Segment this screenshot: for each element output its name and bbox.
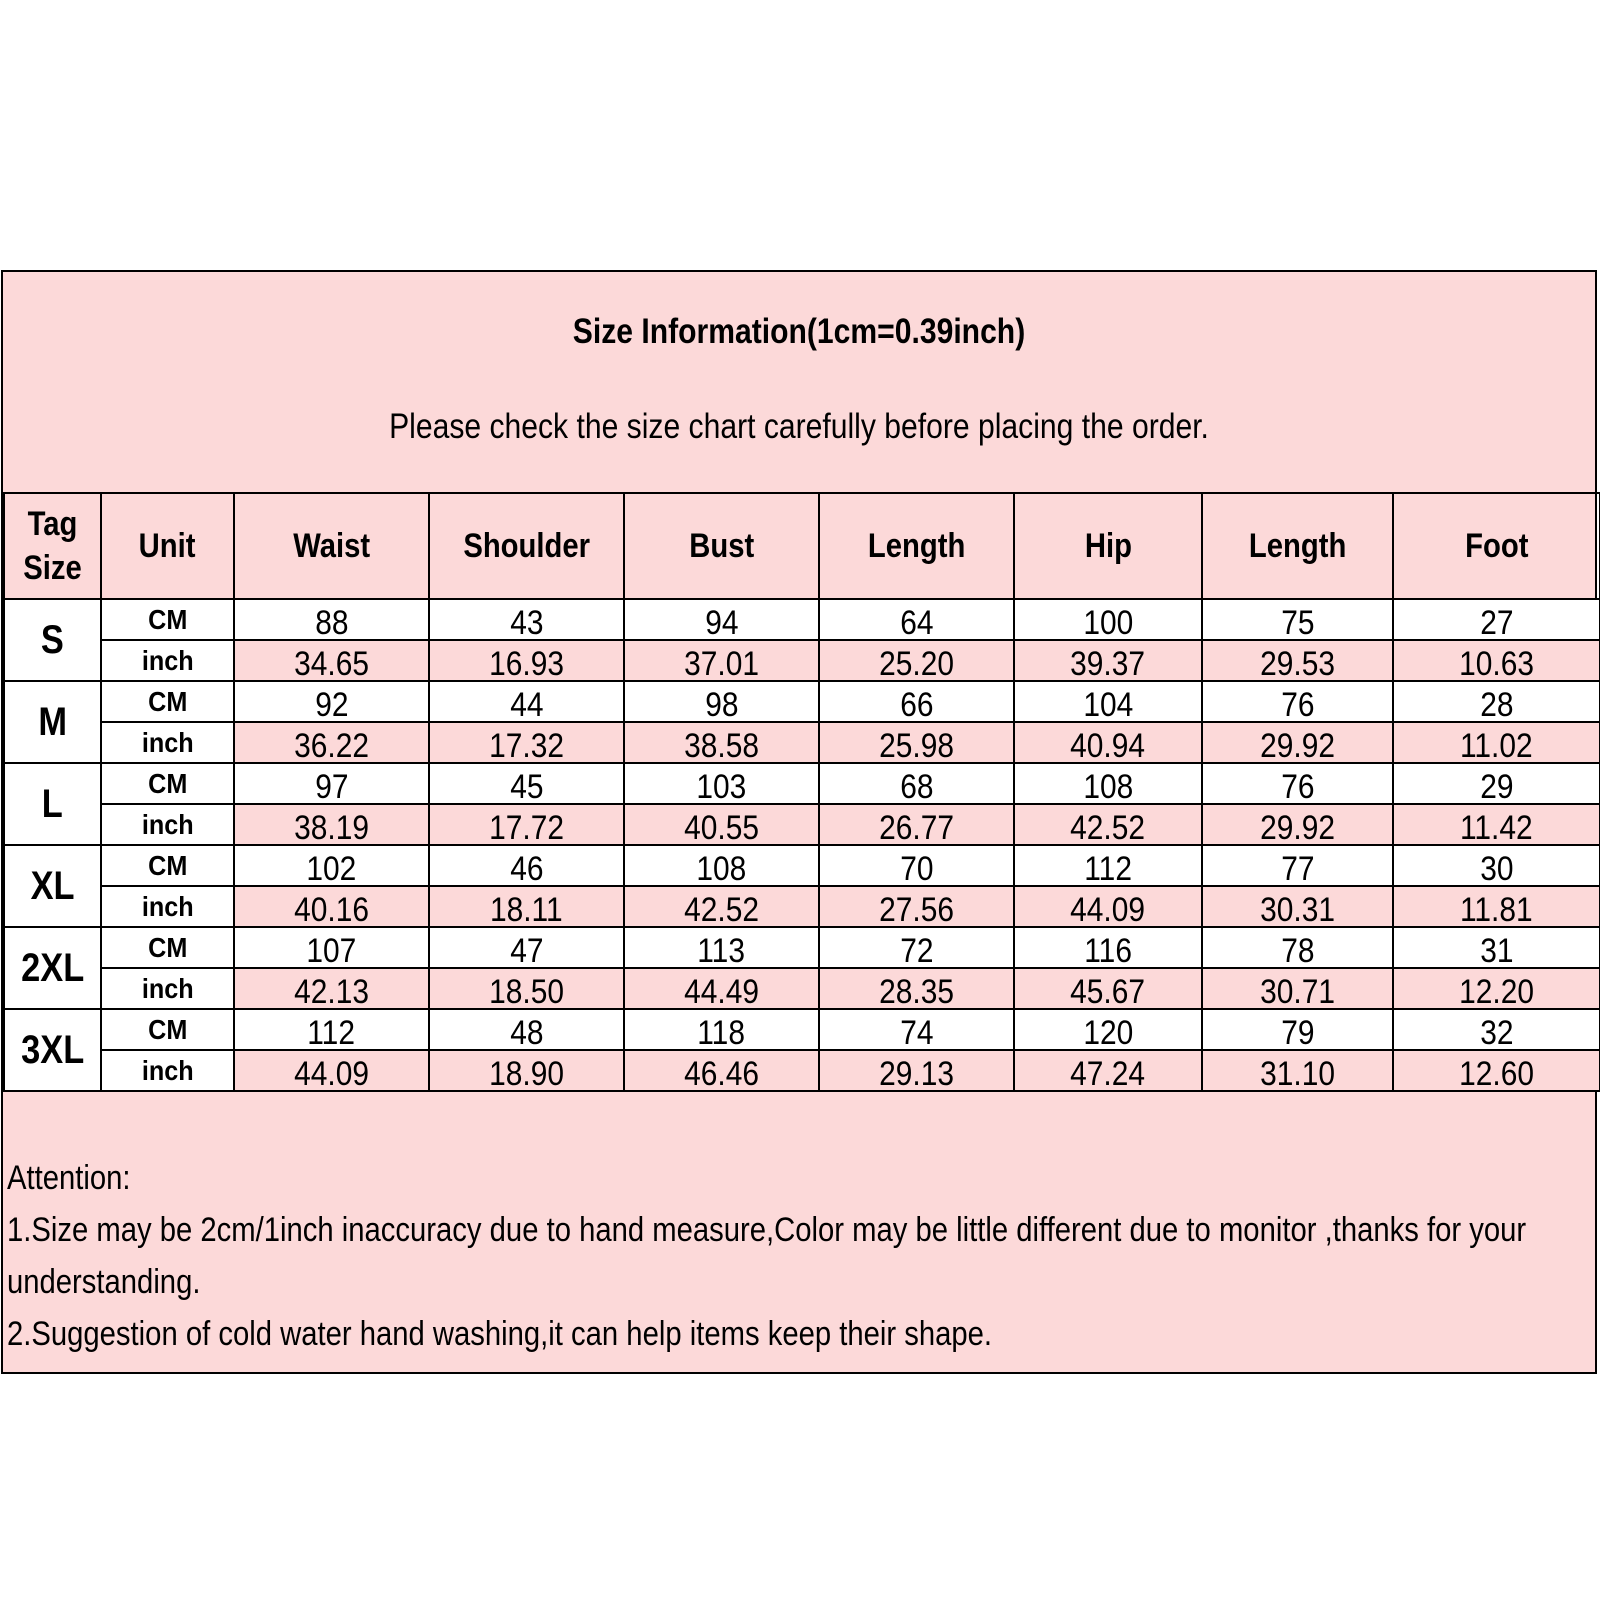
measurement-cell: 36.22 <box>234 722 429 763</box>
unit-cell: inch <box>101 804 234 845</box>
table-row <box>4 804 1600 845</box>
measurement-cell: 118 <box>624 1009 819 1050</box>
measurement-cell: 12.20 <box>1393 968 1600 1009</box>
measurement-cell: 44.09 <box>1014 886 1202 927</box>
chart-subtitle: Please check the size chart carefully before placing the order. <box>389 407 1209 446</box>
measurement-cell: 30 <box>1393 845 1600 886</box>
table-row <box>4 845 1600 886</box>
measurement-cell: 38.19 <box>234 804 429 845</box>
measurement-cell: 66 <box>819 681 1014 722</box>
measurement-cell: 40.16 <box>234 886 429 927</box>
measurement-cell: 29 <box>1393 763 1600 804</box>
measurement-cell: 32 <box>1393 1009 1600 1050</box>
measurement-cell: 25.20 <box>819 640 1014 681</box>
measurement-cell: 48 <box>429 1009 624 1050</box>
table-row <box>4 640 1600 681</box>
measurement-cell: 42.52 <box>624 886 819 927</box>
measurement-cell: 74 <box>819 1009 1014 1050</box>
measurement-cell: 108 <box>624 845 819 886</box>
measurement-cell: 108 <box>1014 763 1202 804</box>
table-row <box>4 681 1600 722</box>
measurement-cell: 37.01 <box>624 640 819 681</box>
measurement-cell: 102 <box>234 845 429 886</box>
table-row <box>4 968 1600 1009</box>
measurement-cell: 88 <box>234 599 429 640</box>
unit-cell: CM <box>101 681 234 722</box>
tag-size-cell: 2XL <box>4 927 101 1009</box>
measurement-cell: 26.77 <box>819 804 1014 845</box>
measurement-cell: 29.53 <box>1202 640 1393 681</box>
measurement-cell: 45.67 <box>1014 968 1202 1009</box>
unit-cell: inch <box>101 722 234 763</box>
measurement-cell: 38.58 <box>624 722 819 763</box>
measurement-cell: 10.63 <box>1393 640 1600 681</box>
unit-cell: CM <box>101 845 234 886</box>
measurement-cell: 28 <box>1393 681 1600 722</box>
measurement-cell: 112 <box>234 1009 429 1050</box>
attention-note-1-continued: understanding. <box>7 1263 201 1301</box>
measurement-cell: 113 <box>624 927 819 968</box>
chart-title: Size Information(1cm=0.39inch) <box>572 312 1026 351</box>
column-header-length: Length <box>819 493 1014 599</box>
measurement-cell: 28.35 <box>819 968 1014 1009</box>
tag-size-cell: L <box>4 763 101 845</box>
measurement-cell: 17.32 <box>429 722 624 763</box>
measurement-cell: 64 <box>819 599 1014 640</box>
measurement-cell: 47 <box>429 927 624 968</box>
measurement-cell: 79 <box>1202 1009 1393 1050</box>
measurement-cell: 18.50 <box>429 968 624 1009</box>
attention-heading: Attention: <box>7 1159 131 1197</box>
measurement-cell: 11.02 <box>1393 722 1600 763</box>
measurement-cell: 40.94 <box>1014 722 1202 763</box>
measurement-cell: 98 <box>624 681 819 722</box>
measurement-cell: 31.10 <box>1202 1050 1393 1091</box>
measurement-cell: 47.24 <box>1014 1050 1202 1091</box>
measurement-cell: 104 <box>1014 681 1202 722</box>
measurement-cell: 30.31 <box>1202 886 1393 927</box>
unit-cell: CM <box>101 1009 234 1050</box>
attention-note-1: 1.Size may be 2cm/1inch inaccuracy due to hand measure,Color may be little different due to monitor ,thanks for your <box>7 1211 1527 1249</box>
table-row <box>4 1050 1600 1091</box>
unit-cell: CM <box>101 927 234 968</box>
tag-size-cell: S <box>4 599 101 681</box>
measurement-cell: 116 <box>1014 927 1202 968</box>
measurement-cell: 12.60 <box>1393 1050 1600 1091</box>
column-header-foot: Foot <box>1393 493 1600 599</box>
measurement-cell: 44.09 <box>234 1050 429 1091</box>
measurement-cell: 27.56 <box>819 886 1014 927</box>
attention-note-2: 2.Suggestion of cold water hand washing,it can help items keep their shape. <box>7 1315 993 1353</box>
measurement-cell: 42.52 <box>1014 804 1202 845</box>
measurement-cell: 107 <box>234 927 429 968</box>
measurement-cell: 76 <box>1202 681 1393 722</box>
column-header-bust: Bust <box>624 493 819 599</box>
measurement-cell: 120 <box>1014 1009 1202 1050</box>
table-header-row <box>4 493 1600 599</box>
unit-cell: inch <box>101 968 234 1009</box>
measurement-cell: 34.65 <box>234 640 429 681</box>
tag-size-cell: 3XL <box>4 1009 101 1091</box>
measurement-cell: 29.92 <box>1202 804 1393 845</box>
table-row <box>4 599 1600 640</box>
measurement-cell: 18.11 <box>429 886 624 927</box>
measurement-cell: 43 <box>429 599 624 640</box>
unit-cell: inch <box>101 1050 234 1091</box>
measurement-cell: 44 <box>429 681 624 722</box>
table-row <box>4 763 1600 804</box>
measurement-cell: 17.72 <box>429 804 624 845</box>
measurement-cell: 25.98 <box>819 722 1014 763</box>
measurement-cell: 16.93 <box>429 640 624 681</box>
size-table <box>3 492 1600 1092</box>
measurement-cell: 94 <box>624 599 819 640</box>
measurement-cell: 97 <box>234 763 429 804</box>
measurement-cell: 46.46 <box>624 1050 819 1091</box>
measurement-cell: 40.55 <box>624 804 819 845</box>
measurement-cell: 29.92 <box>1202 722 1393 763</box>
measurement-cell: 77 <box>1202 845 1393 886</box>
unit-cell: inch <box>101 640 234 681</box>
table-row <box>4 722 1600 763</box>
measurement-cell: 75 <box>1202 599 1393 640</box>
tag-size-cell: XL <box>4 845 101 927</box>
measurement-cell: 45 <box>429 763 624 804</box>
column-header-length-2: Length <box>1202 493 1393 599</box>
measurement-cell: 31 <box>1393 927 1600 968</box>
measurement-cell: 72 <box>819 927 1014 968</box>
table-row <box>4 927 1600 968</box>
column-header-hip: Hip <box>1014 493 1202 599</box>
measurement-cell: 78 <box>1202 927 1393 968</box>
column-header-shoulder: Shoulder <box>429 493 624 599</box>
measurement-cell: 29.13 <box>819 1050 1014 1091</box>
measurement-cell: 39.37 <box>1014 640 1202 681</box>
measurement-cell: 11.42 <box>1393 804 1600 845</box>
measurement-cell: 76 <box>1202 763 1393 804</box>
measurement-cell: 27 <box>1393 599 1600 640</box>
measurement-cell: 11.81 <box>1393 886 1600 927</box>
measurement-cell: 92 <box>234 681 429 722</box>
measurement-cell: 68 <box>819 763 1014 804</box>
unit-cell: CM <box>101 599 234 640</box>
measurement-cell: 30.71 <box>1202 968 1393 1009</box>
size-chart <box>1 270 1597 1374</box>
measurement-cell: 100 <box>1014 599 1202 640</box>
table-row <box>4 1009 1600 1050</box>
measurement-cell: 70 <box>819 845 1014 886</box>
column-header-tag-size: Tag Size <box>4 493 101 599</box>
column-header-waist: Waist <box>234 493 429 599</box>
unit-cell: inch <box>101 886 234 927</box>
attention-notes <box>7 1152 1597 1360</box>
unit-cell: CM <box>101 763 234 804</box>
measurement-cell: 44.49 <box>624 968 819 1009</box>
measurement-cell: 42.13 <box>234 968 429 1009</box>
measurement-cell: 103 <box>624 763 819 804</box>
measurement-cell: 18.90 <box>429 1050 624 1091</box>
measurement-cell: 46 <box>429 845 624 886</box>
tag-size-cell: M <box>4 681 101 763</box>
column-header-unit: Unit <box>101 493 234 599</box>
table-row <box>4 886 1600 927</box>
measurement-cell: 112 <box>1014 845 1202 886</box>
